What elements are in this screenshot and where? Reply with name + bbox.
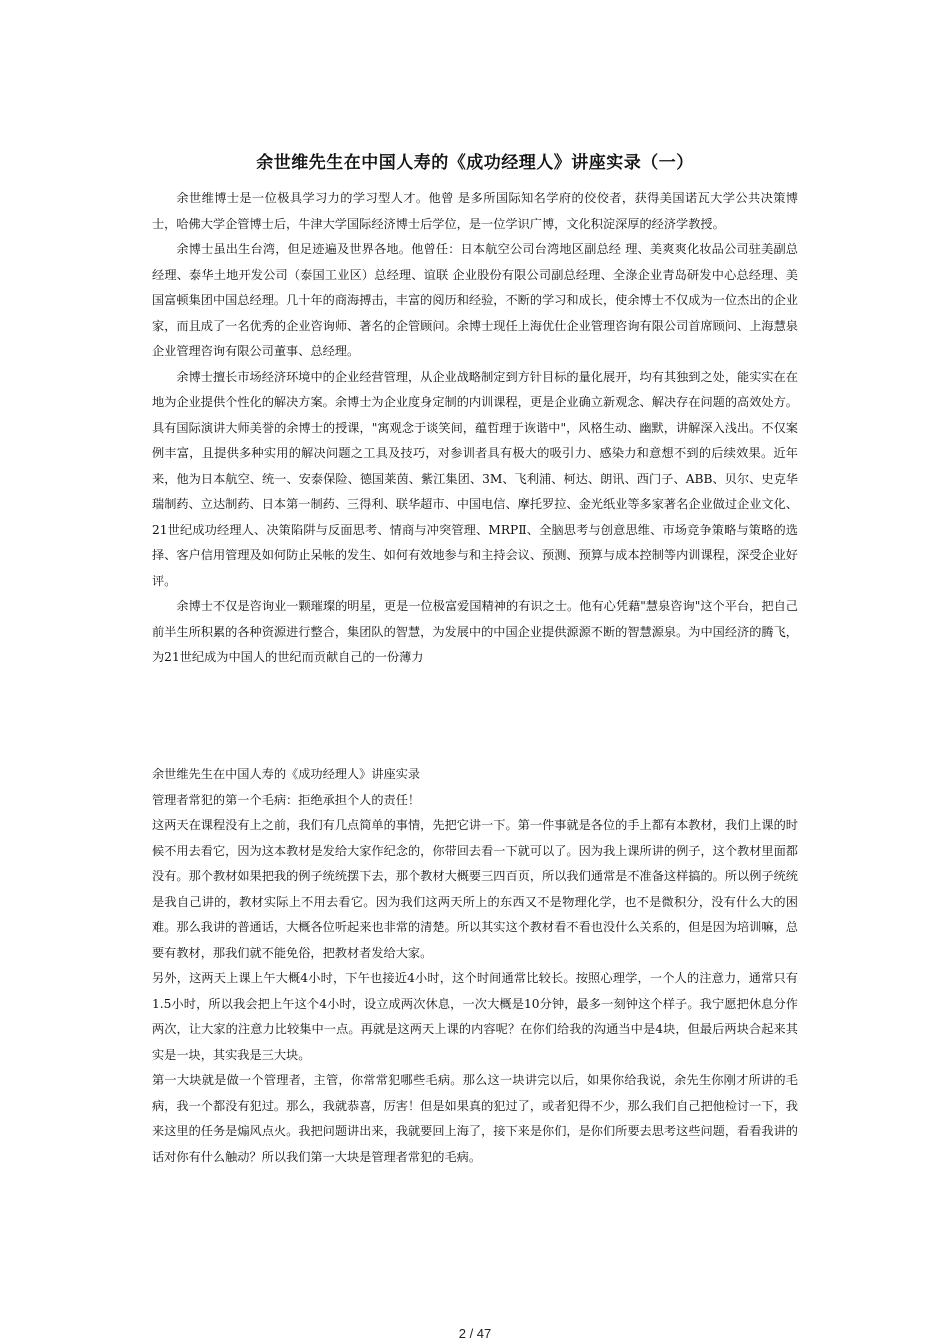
intro-paragraph-2: 余博士虽出生台湾，但足迹遍及世界各地。他曾任：日本航空公司台湾地区副总经 理、美爽爽化妆品公司驻美副总经理、泰华土地开发公司（泰国工业区）总经理、谊联 企业股份有限公司副总经理、全淥企业青岛研发中心总经理、美国富顿集团中国总经理。几十年的商海搏击，丰富的阅历和经验，不断的学习和成长，使余博士不仅成为一位杰出的企业家，而且成了一名优秀的企业咨询师、著名的企管顾问。余博士现任上海优仕企业管理咨询有限公司首席顾问、上海慧泉企业管理咨询有限公司董事、总经理。: [152, 242, 798, 358]
document-title: 余世维先生在中国人寿的《成功经理人》讲座实录（一）: [256, 153, 694, 173]
intro-paragraph-4: 余博士不仅是咨询业一颗璀璨的明星，更是一位极富爱国精神的有识之士。他有心凭藉"慧泉咨询"这个平台，把自己前半生所积累的各种资源进行整合，集团队的智慧，为发展中的中国企业提供源源不断的智慧源泉。为中国经济的腾飞，为21世纪成为中国人的世纪而贡献自己的一份薄力: [152, 599, 798, 664]
section-paragraph-2: 另外，这两天上课上午大概4小时，下午也接近4小时，这个时间通常比较长。按照心理学，一个人的注意力，通常只有1.5小时，所以我会把上午这个4小时，设立成两次休息，一次大概是10分钟，最多一刻钟这个样子。我宁愿把休息分作两次，让大家的注意力比较集中一点。再就是这两天上课的内容呢？在你们给我的沟通当中是4块，但最后两块合起来其实是一块，其实我是三大块。: [152, 971, 798, 1062]
intro-paragraph-1: 余世维博士是一位极具学习力的学习型人才。他曾 是多所国际知名学府的佼佼者，获得美国诺瓦大学公共决策博士，哈佛大学企管博士后，牛津大学国际经济博士后学位，是一位学识广博，文化积淀深厚的经济学教授。: [152, 191, 798, 231]
intro-section: [152, 186, 798, 671]
section-paragraph-3: 第一大块就是做一个管理者，主管，你常常犯哪些毛病。那么这一块讲完以后，如果你给我说，余先生你刚才所讲的毛病，我一个都没有犯过。那么，我就恭喜，厉害！但是如果真的犯过了，或者犯得不少，那么我们自己把他检讨一下，我来这里的任务是煽风点火。我把问题讲出来，我就要回上海了，接下来是你们，是你们所要去思考这些问题，看看我讲的话对你有什么触动？所以我们第一大块是管理者常犯的毛病。: [152, 1073, 798, 1164]
intro-paragraph-3: 余博士擅长市场经济环境中的企业经营管理，从企业战略制定到方针目标的量化展开，均有其独到之处，能实实在在地为企业提供个性化的解决方案。余博士为企业度身定制的内训课程，更是企业确立新观念、解决存在问题的高效处方。具有国际演讲大师美誉的余博士的授课，"寓观念于谈笑间，蕴哲理于诙谐中"，风格生动、幽默，讲解深入浅出。不仅案例丰富，且提供多种实用的解决问题之工具及技巧，对参训者具有极大的吸引力、感染力和意想不到的后续效果。近年来，他为日本航空、统一、安泰保险、德国莱茵、紫江集团、3M、飞利浦、柯达、朗讯、西门子、ABB、贝尔、史克华瑞制药、立达制药、日本第一制药、三得利、联华超市、中国电信、摩托罗拉、金光纸业等多家著名企业做过企业文化、21世纪成功经理人、决策陷阱与反面思考、情商与冲突管理、MRPⅡ、全脑思考与创意思维、市场竞争策略与策略的选择、客户信用管理及如何防止呆帐的发生、如何有效地参与和主持会议、预测、预算与成本控制等内训课程，深受企业好评。: [152, 369, 798, 588]
section-heading: 余世维先生在中国人寿的《成功经理人》讲座实录: [152, 767, 421, 781]
page-number: 2 / 47: [458, 1326, 492, 1341]
section-subheading: 管理者常犯的第一个毛病：拒绝承担个人的责任！: [152, 792, 421, 807]
section-paragraph-1: 这两天在课程没有上之前，我们有几点简单的事情，先把它讲一下。第一件事就是各位的手上都有本教材，我们上课的时候不用去看它，因为这本教材是发给大家作纪念的，你带回去看一下就可以了。因为我上课所讲的例子，这个教材里面都没有。那个教材如果把我的例子统统摆下去，那个教材大概要三四百页，所以我们通常是不准备这样搞的。所以例子统统是我自己讲的，教材实际上不用去看它。因为我们这两天所上的东西又不是物理化学，也不是微积分，没有什么大的困难。那么我讲的普通话，大概各位听起来也非常的清楚。所以其实这个教材看不看也没什么关系的，但是因为培训嘛，总要有教材，那我们就不能免俗，把教材者发给大家。: [152, 818, 798, 960]
lecture-section: [152, 762, 798, 1170]
